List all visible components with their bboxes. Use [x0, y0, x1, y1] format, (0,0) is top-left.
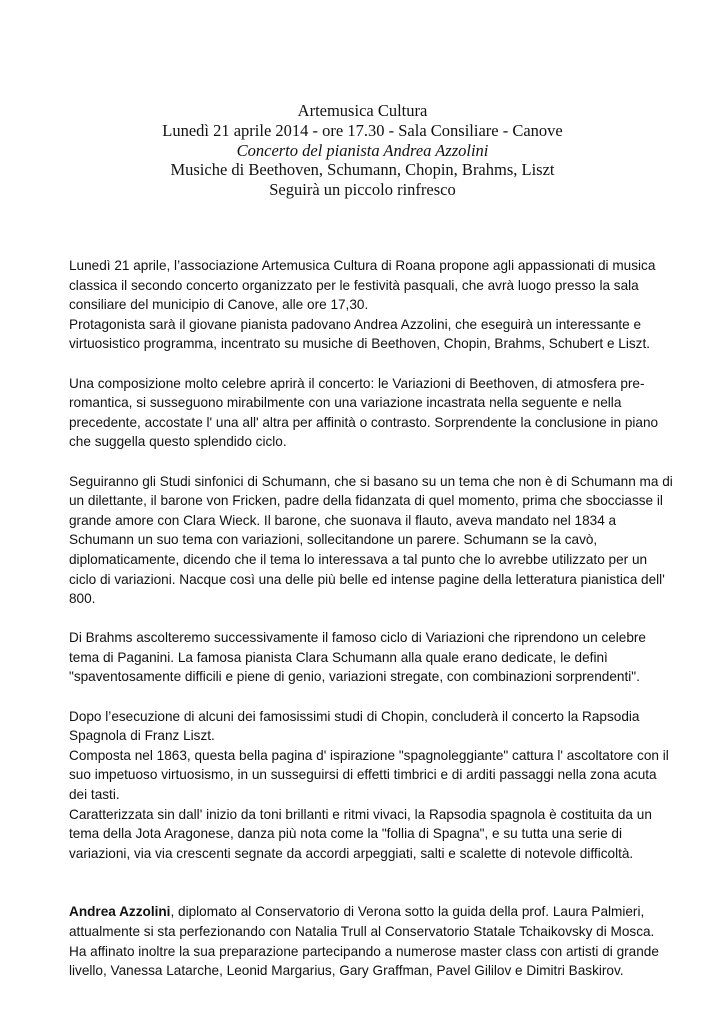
paragraph-schumann: [69, 472, 673, 609]
text-line: tema di Paganini. La famosa pianista Clara Schumann alla quale erano dedicate, le definì: [69, 649, 608, 665]
paragraph-brahms: [69, 628, 669, 687]
text-line: Seguiranno gli Studi sinfonici di Schumann, che si basano su un tema che non è di Schumann ma di: [69, 473, 673, 489]
text-line: Lunedì 21 aprile, l’associazione Artemusica Cultura di Roana propone agli appassionati di musica: [69, 258, 656, 273]
bio-first-line: , diplomato al Conservatorio di Verona sotto la guida della prof. Laura Palmieri,: [170, 904, 645, 920]
text-line: romantica, si susseguono mirabilmente con una variazione incastrata nella seguente e nella: [69, 395, 622, 411]
text-line: Ha affinato inoltre la sua preparazione partecipando a numerose master class con artisti di grande: [69, 943, 659, 959]
program-line: Musiche di Beethoven, Schumann, Chopin, Brahms, Liszt: [170, 160, 555, 180]
text-line: un dilettante, il barone von Fricken, padre della fidanzata di quel momento, prima che sbocciasse il: [69, 493, 663, 509]
article-body: [69, 256, 673, 1000]
text-line: virtuosistico programma, incentrato su musiche di Beethoven, Chopin, Brahms, Schubert e Liszt.: [69, 336, 651, 352]
text-line: variazioni, via via crescenti segnate da accordi arpeggiati, salti e scalette di notevole difficoltà.: [69, 845, 634, 861]
text-line: dei tasti.: [69, 787, 120, 803]
text-line: Schumann un suo tema con variazioni, sollecitandone un parere. Schumann se la cavò,: [69, 532, 598, 548]
text-line: Una composizione molto celebre aprirà il concerto: le Variazioni di Beethoven, di atmosfera pre-: [69, 375, 645, 391]
text-line: precedente, accostate l' una all' altra per affinità o contrasto. Sorprendente la conclusione in piano: [69, 414, 659, 430]
pianist-name: Andrea Azzolini: [69, 904, 171, 920]
paragraph-intro: [69, 256, 669, 354]
text-line: ciclo di variazioni. Nacque così una delle più belle ed intense pagine della letteratura pianistica dell': [69, 571, 665, 587]
text-line: tema della Jota Aragonese, danza più nota come la "follia di Spagna", e su tutta una serie di: [69, 826, 623, 842]
text-line: 800.: [69, 591, 96, 607]
text-line: suo impetuoso virtuosismo, in un susseguirsi di effetti timbrici e di arditi passaggi nella zona acuta: [69, 767, 657, 783]
organization-name: Artemusica Cultura: [297, 101, 428, 120]
concert-title: Concerto del pianista Andrea Azzolini: [236, 140, 489, 160]
text-line: Protagonista sarà il giovane pianista padovano Andrea Azzolini, che eseguirà un interessante e: [69, 316, 642, 332]
text-line: Spagnola di Franz Liszt.: [69, 728, 215, 744]
text-line: attualmente si sta perfezionando con Natalia Trull al Conservatorio Statale Tchaikovsky di Mosca.: [69, 924, 655, 939]
text-line: Dopo l’esecuzione di alcuni dei famosissimi studi di Chopin, concluderà il concerto la Rapsodia: [69, 708, 640, 724]
paragraph-beethoven: [69, 374, 669, 452]
text-line: [69, 902, 669, 922]
text-line: grande amore con Clara Wieck. Il barone, che suonava il flauto, aveva mandato nel 1834 a: [69, 512, 617, 528]
refreshment-note: Seguirà un piccolo rinfresco: [269, 180, 456, 200]
paragraph-liszt: [69, 707, 669, 864]
event-header: [0, 101, 725, 200]
text-line: Caratterizzata sin dall' inizio da toni brillanti e ritmi vivaci, la Rapsodia spagnola è costituita da un: [69, 806, 652, 822]
text-line: consiliare del municipio di Canove, alle ore 17,30.: [69, 297, 369, 313]
text-line: "spaventosamente difficili e piene di genio, variazioni stregate, con combinazioni sorprendenti".: [69, 669, 640, 685]
text-line: classica il secondo concerto organizzato per le festività pasquali, che avrà luogo presso la sala: [69, 277, 639, 293]
text-line: diplomaticamente, dicendo che il tema lo interessava a tal punto che lo avrebbe utilizzato per un: [69, 551, 648, 567]
text-line: livello, Vanessa Latarche, Leonid Margarius, Gary Graffman, Pavel Gililov e Dimitri Baskirov.: [69, 963, 624, 979]
text-line: che suggella questo splendido ciclo.: [69, 434, 287, 450]
paragraph-biography: [69, 902, 669, 980]
text-line: Di Brahms ascolteremo successivamente il famoso ciclo di Variazioni che riprendono un celebre: [69, 630, 646, 646]
event-date-line: Lunedì 21 aprile 2014 - ore 17.30 - Sala Consiliare - Canove: [162, 120, 563, 140]
text-line: Composta nel 1863, questa bella pagina d' ispirazione "spagnoleggiante" cattura l' ascoltatore con il: [69, 747, 669, 763]
